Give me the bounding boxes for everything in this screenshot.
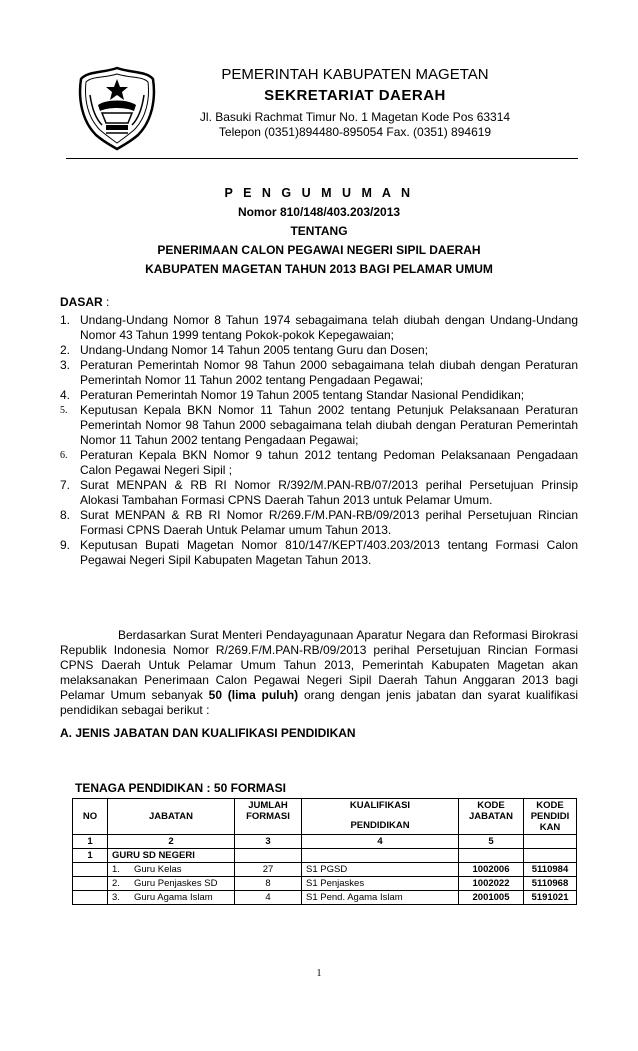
header-phone: Telepon (0351)894480-895054 Fax. (0351) 894619 <box>218 125 492 139</box>
body-paragraph: Berdasarkan Surat Menteri Pendayagunaan Aparatur Negara dan Reformasi Birokrasi Republik Indonesia Nomor R/269.F/M.PAN-RB/09/2013 perihal Persetujuan Rincian Formasi CPNS Daerah Untuk Pelamar Umum Tahun 2013, Pemerintah Kabupaten Magetan akan melaksanakan Penerimaan Calon Pegawai Negeri Sipil Daerah Tahun Anggaran 2013 bagi Pelamar Umum sebanyak 50 (lima puluh) orang dengan jenis jabatan dan syarat kualifikasi pendidikan sebagai berikut : <box>60 628 578 717</box>
dasar-item: 1. Undang-Undang Nomor 8 Tahun 1974 sebagaimana telah diubah dengan Undang-Undang Nomor 43 Tahun 1999 tentang Pokok-pokok Kepegawaian; <box>60 313 578 342</box>
table-row: 3. Guru Agama Islam 4 S1 Pend. Agama Islam 2001005 5191021 <box>73 891 577 905</box>
formation-count: 50 (lima puluh) <box>208 688 299 702</box>
table-row: 1. Guru Kelas 27 S1 PGSD 1002006 5110984 <box>73 863 577 877</box>
table-group-row: 1 GURU SD NEGERI <box>73 849 577 863</box>
page-number: 1 <box>316 968 322 979</box>
dasar-item: 7. Surat MENPAN & RB RI Nomor R/392/M.PAN-RB/07/2013 perihal Persetujuan Prinsip Alokasi Tambahan Formasi CPNS Daerah Tahun 2013 untuk Pelamar Umum. <box>60 478 578 507</box>
col-kualifikasi: KUALIFIKASI PENDIDIKAN <box>302 799 459 835</box>
announcement-title: P E N G U M U M A N <box>224 186 414 200</box>
section-a-heading: A. JENIS JABATAN DAN KUALIFIKASI PENDIDIKAN <box>60 726 356 740</box>
table-header-row <box>73 799 577 835</box>
dasar-item: 4. Peraturan Pemerintah Nomor 19 Tahun 2005 tentang Standar Nasional Pendidikan; <box>60 388 525 402</box>
dasar-item: 6. Peraturan Kepala BKN Nomor 9 tahun 2012 tentang Pedoman Pelaksanaan Pengadaan Calon Pegawai Negeri Sipil ; <box>60 448 578 477</box>
col-jumlah: JUMLAH FORMASI <box>235 799 302 835</box>
dasar-item: 3. Peraturan Pemerintah Nomor 98 Tahun 2000 sebagaimana telah diubah dengan Peraturan Pemerintah Nomor 11 Tahun 2002 tentang Pengadaan Pegawai; <box>60 358 578 387</box>
dasar-list <box>60 313 578 568</box>
letterhead-divider <box>66 158 578 159</box>
announcement-subject-line2: KABUPATEN MAGETAN TAHUN 2013 BAGI PELAMAR UMUM <box>145 262 493 276</box>
formation-table <box>72 798 577 905</box>
announcement-tentang: TENTANG <box>290 224 348 238</box>
col-no: NO <box>73 799 108 835</box>
announcement-subject-line1: PENERIMAAN CALON PEGAWAI NEGERI SIPIL DAERAH <box>157 243 481 257</box>
header-government-name: PEMERINTAH KABUPATEN MAGETAN <box>221 66 489 83</box>
magetan-regency-crest-icon <box>76 65 158 151</box>
tenaga-pendidikan-heading: TENAGA PENDIDIKAN : 50 FORMASI <box>75 781 286 795</box>
dasar-item: 2. Undang-Undang Nomor 14 Tahun 2005 tentang Guru dan Dosen; <box>60 343 429 357</box>
col-jabatan: JABATAN <box>108 799 235 835</box>
dasar-item: 9. Keputusan Bupati Magetan Nomor 810/147/KEPT/403.203/2013 tentang Formasi Calon Pegawai Negeri Sipil Kabupaten Magetan Tahun 2013. <box>60 538 578 567</box>
col-kode-pendidikan: KODE PENDIDI KAN <box>524 799 577 835</box>
dasar-item: 5. Keputusan Kepala BKN Nomor 11 Tahun 2002 tentang Petunjuk Pelaksanaan Peraturan Pemerintah Nomor 98 Tahun 2000 sebagaimana telah diubah dengan Peraturan Pemerintah Nomor 11 Tahun 2002 tentang Pengadaan Pegawai; <box>60 403 578 447</box>
dasar-item: 8. Surat MENPAN & RB RI Nomor R/269.F/M.PAN-RB/09/2013 perihal Persetujuan Rincian Formasi CPNS Daerah Untuk Pelamar umum Tahun 2013. <box>60 508 578 537</box>
table-numbering-row: 1 2 3 4 5 <box>73 835 577 849</box>
announcement-number: Nomor 810/148/403.203/2013 <box>237 205 401 219</box>
table-row: 2. Guru Penjaskes SD 8 S1 Penjaskes 1002022 5110968 <box>73 877 577 891</box>
dasar-heading: DASAR : <box>60 295 110 309</box>
header-secretariat-name: SEKRETARIAT DAERAH <box>264 87 446 104</box>
col-kode-jabatan: KODE JABATAN <box>459 799 524 835</box>
header-address: Jl. Basuki Rachmat Timur No. 1 Magetan Kode Pos 63314 <box>199 110 511 124</box>
